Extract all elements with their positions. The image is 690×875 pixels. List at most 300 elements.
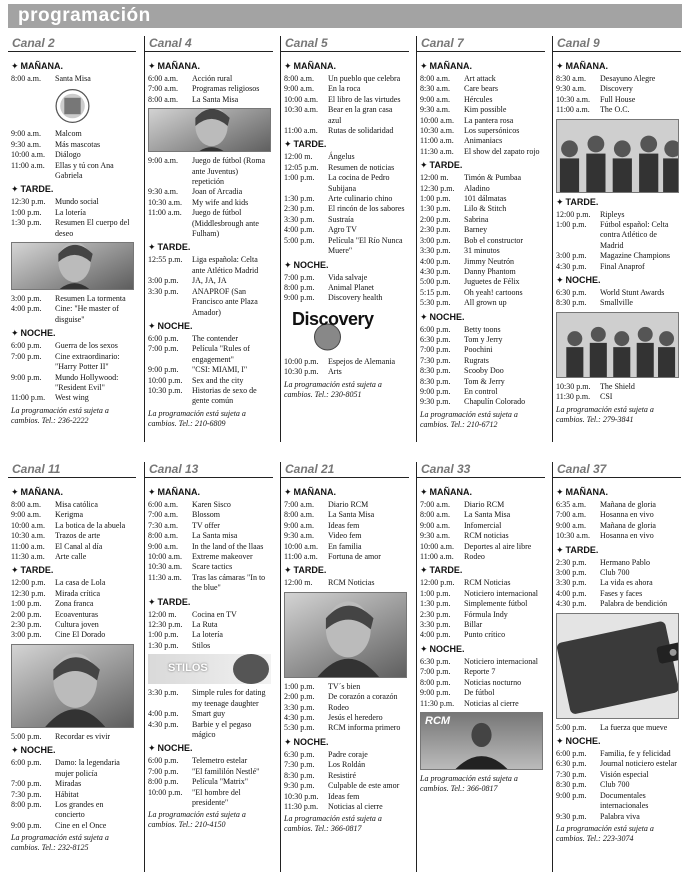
program-row (420, 95, 543, 105)
section-label: TARDE. (429, 160, 463, 171)
program-row (420, 599, 543, 609)
program-time: 11:00 a.m. (11, 160, 45, 170)
program-row (284, 357, 407, 367)
program-row (148, 709, 271, 719)
program-time: 10:30 a.m. (556, 94, 590, 104)
program-title: Cultura joven (55, 620, 99, 630)
section-heading (284, 487, 407, 498)
program-title: Cine: "He master of disguise" (55, 304, 119, 324)
program-title: Padre coraje (328, 749, 368, 759)
section-label: MAÑANA. (293, 487, 337, 497)
program-time: 11:30 a.m. (148, 572, 182, 582)
program-title: Extreme makeover (192, 552, 253, 562)
program-title: La Santa misa (192, 531, 238, 541)
program-row (284, 552, 407, 562)
program-title: In the land of the llaas (192, 541, 264, 551)
program-row (11, 74, 134, 84)
program-time: 9:30 a.m. (284, 531, 314, 541)
program-time: 1:00 p.m. (284, 681, 315, 691)
program-row (556, 791, 679, 812)
section-heading (148, 487, 271, 498)
program-row (284, 367, 407, 377)
program-row (420, 184, 543, 194)
program-title: La botica de la abuela (55, 520, 126, 530)
section-label: TARDE. (565, 196, 599, 207)
program-title: Lilo & Stitch (464, 204, 507, 214)
program-title: El libro de las virtudes (328, 94, 401, 104)
program-row (420, 521, 543, 531)
program-title: Care bears (464, 84, 498, 94)
program-title: The O.C. (600, 105, 630, 115)
schedule-note: La programación está sujeta a cambios. Tel.: 223-3074 (556, 823, 654, 843)
program-time: 6:00 p.m. (11, 758, 42, 768)
program-title: Simplemente fútbol (464, 599, 528, 609)
star-icon: ✦ (148, 242, 156, 253)
section-heading (284, 61, 407, 72)
section-heading (284, 565, 407, 576)
program-row (420, 325, 543, 335)
program-row (420, 610, 543, 620)
program-title: The Shield (600, 381, 635, 391)
program-title: La vida es ahora (600, 578, 653, 588)
program-row (11, 779, 134, 789)
program-row (148, 788, 271, 809)
program-title: World Stunt Awards (600, 288, 665, 298)
channel-column (8, 36, 136, 442)
program-time: 7:00 p.m. (148, 766, 179, 776)
program-time: 2:00 p.m. (420, 214, 451, 224)
program-time: 1:00 p.m. (148, 630, 179, 640)
program-row (11, 129, 134, 139)
program-time: 6:30 p.m. (420, 656, 451, 666)
program-row (556, 74, 679, 84)
program-time: 11:30 p.m. (284, 801, 319, 811)
program-time: 8:30 a.m. (556, 74, 586, 83)
program-row (556, 770, 679, 780)
program-time: 8:30 p.m. (284, 770, 315, 780)
section-label: NOCHE. (20, 745, 56, 756)
program-row (420, 345, 543, 355)
program-title: Miradas (55, 779, 82, 789)
program-row (11, 630, 134, 640)
program-title: Diario RCM (464, 500, 505, 509)
section-label: NOCHE. (565, 736, 601, 747)
program-title: Noticiero internacional (464, 656, 538, 666)
program-time: 9:00 p.m. (11, 372, 42, 382)
program-row (11, 599, 134, 609)
program-title: RCM Noticias (464, 578, 511, 588)
star-icon: ✦ (11, 487, 19, 497)
schedule-note: La programación está sujeta a cambios. Tel.: 279-3841 (556, 404, 654, 424)
program-time: 11:00 a.m. (148, 208, 182, 218)
program-title: Programas religiosos (192, 84, 260, 94)
channel-name: Canal 9 (557, 36, 600, 50)
program-title: Sustraía (328, 214, 354, 224)
program-time: 3:30 p.m. (420, 620, 451, 630)
program-time: 10:00 a.m. (11, 150, 45, 160)
channel-rule (553, 477, 681, 478)
program-time: 11:00 a.m. (11, 541, 45, 551)
program-title: Resumen El cuerpo del deseo (55, 218, 130, 238)
section-label: NOCHE. (293, 736, 329, 747)
star-icon: ✦ (420, 487, 428, 497)
star-icon: ✦ (556, 196, 564, 207)
program-time: 8:00 a.m. (11, 74, 41, 83)
program-title: Stilos (192, 640, 211, 650)
program-title: Arts (328, 367, 342, 377)
channel-schedule (148, 484, 271, 872)
program-row (148, 767, 271, 777)
section-heading (420, 160, 543, 171)
program-title: Diario RCM (328, 500, 369, 509)
program-title: Mañana de gloria (600, 500, 656, 509)
program-title: El rincón de los sabores (328, 204, 405, 214)
program-row (284, 173, 407, 194)
section-label: MAÑANA. (565, 487, 609, 497)
program-time: 1:00 p.m. (420, 194, 451, 204)
program-time: 3:00 p.m. (420, 235, 451, 245)
program-time: 7:30 p.m. (556, 769, 587, 779)
program-row (148, 610, 271, 620)
program-title: Fortuna de amor (328, 552, 381, 562)
portrait-photo (148, 108, 271, 152)
program-row (420, 500, 543, 510)
program-title: Ecoaventuras (55, 609, 99, 619)
program-title: Danny Phantom (464, 266, 516, 276)
program-row (284, 703, 407, 713)
program-time: 3:00 p.m. (11, 294, 42, 304)
program-title: Simple rules for dating my teenage daughter (192, 688, 266, 708)
program-time: 8:30 p.m. (556, 298, 587, 308)
program-time: 9:00 a.m. (148, 541, 178, 551)
portrait-photo (11, 644, 134, 728)
program-time: 10:30 a.m. (11, 531, 45, 541)
schedule-note: La programación está sujeta a cambios. Tel.: 210-4150 (148, 810, 246, 830)
channel-name: Canal 5 (285, 36, 328, 50)
program-title: Cine en el Once (55, 820, 107, 830)
program-title: Aladino (464, 183, 490, 193)
star-icon: ✦ (420, 643, 428, 654)
program-title: Hosanna en vivo (600, 531, 654, 541)
program-row (556, 220, 679, 251)
program-title: Betty toons (464, 324, 501, 334)
program-row (11, 589, 134, 599)
program-time: 12:00 p.m. (420, 578, 455, 588)
program-row (284, 682, 407, 692)
program-row (420, 667, 543, 677)
program-row (148, 255, 271, 276)
program-row (420, 236, 543, 246)
section-label: MAÑANA. (429, 61, 473, 71)
program-time: 1:30 p.m. (420, 599, 451, 609)
program-time: 9:30 a.m. (148, 187, 178, 197)
program-row (284, 542, 407, 552)
program-row (284, 802, 407, 812)
channel-schedule (148, 58, 271, 442)
program-title: Poochini (464, 345, 493, 355)
program-time: 5:00 p.m. (284, 235, 315, 245)
program-title: The contender (192, 333, 238, 343)
channel-column (144, 36, 273, 442)
star-icon: ✦ (556, 61, 564, 71)
program-row (148, 562, 271, 572)
program-title: Mirada crítica (55, 588, 101, 598)
program-time: 10:30 a.m. (148, 562, 182, 572)
program-title: Timón & Pumbaa (464, 173, 522, 183)
program-time: 12:00 m. (148, 609, 177, 619)
program-row (420, 116, 543, 126)
program-title: Mañana de gloria (600, 520, 656, 530)
program-row (420, 147, 543, 157)
program-title: Fases y faces (600, 588, 643, 598)
program-row (11, 208, 134, 218)
section-heading (556, 61, 679, 72)
program-row (148, 641, 271, 651)
program-title: Bear en la gran casa azul (328, 105, 393, 125)
section-label: NOCHE. (429, 643, 465, 654)
program-title: Jesús el heredero (328, 713, 383, 723)
star-icon: ✦ (420, 311, 428, 322)
program-row (11, 510, 134, 520)
program-title: Los supersónicos (464, 126, 520, 136)
program-row (556, 510, 679, 520)
channel-rule (417, 477, 545, 478)
program-title: Hosanna en vivo (600, 510, 654, 520)
program-title: La cocina de Pedro Subijana (328, 173, 390, 193)
section-label: TARDE. (565, 544, 599, 555)
program-time: 10:30 a.m. (420, 126, 454, 136)
program-title: Resumen La tormenta (55, 294, 126, 304)
section-label: NOCHE. (565, 275, 601, 286)
program-title: My wife and kids (192, 197, 249, 207)
program-title: Culpable de este amor (328, 781, 400, 791)
program-row (11, 373, 134, 394)
program-time: 5:15 p.m. (420, 287, 451, 297)
program-row (420, 397, 543, 407)
host-photo (11, 87, 134, 125)
program-title: Barney (464, 225, 488, 235)
program-title: Fútbol español: Celta contra Atlético de Madrid (600, 220, 669, 250)
section-heading (148, 61, 271, 72)
program-time: 6:00 p.m. (556, 749, 587, 759)
program-title: La pantera rosa (464, 115, 514, 125)
program-time: 3:30 p.m. (284, 702, 315, 712)
program-time: 9:00 p.m. (420, 386, 451, 396)
notebook-photo (556, 613, 679, 719)
program-title: Journal noticiero estelar (600, 759, 677, 769)
schedule-note: La programación está sujeta a cambios. Tel.: 210-6809 (148, 408, 246, 428)
schedule-row-bottom (8, 462, 682, 872)
star-icon: ✦ (11, 565, 19, 576)
channel-rule (145, 51, 273, 52)
program-row (148, 276, 271, 286)
discovery-logo (284, 307, 407, 353)
program-time: 6:30 p.m. (556, 288, 587, 298)
program-time: 10:00 p.m. (148, 787, 183, 797)
section-label: TARDE. (157, 596, 191, 607)
program-time: 12:30 p.m. (11, 588, 46, 598)
program-row (148, 521, 271, 531)
program-time: 11:00 a.m. (556, 105, 590, 115)
channel-schedule (284, 484, 407, 872)
program-time: 11:00 a.m. (284, 126, 318, 136)
channel-name: Canal 21 (285, 462, 335, 476)
program-row (420, 688, 543, 698)
star-icon: ✦ (284, 139, 292, 150)
program-row (284, 521, 407, 531)
program-row (420, 356, 543, 366)
program-time: 8:00 p.m. (11, 799, 42, 809)
program-row (556, 558, 679, 568)
discovery-logo-text: Discovery (292, 308, 374, 329)
program-time: 12:00 m. (284, 578, 313, 588)
program-title: Mundo social (55, 197, 99, 207)
program-time: 2:30 p.m. (420, 225, 451, 235)
program-row (11, 218, 134, 239)
program-time: 10:00 a.m. (420, 115, 454, 125)
program-time: 2:00 p.m. (284, 692, 315, 702)
channel-name: Canal 4 (149, 36, 192, 50)
program-title: La Ruta (192, 620, 218, 630)
program-row (420, 699, 543, 709)
program-title: De fútbol (464, 688, 495, 698)
program-time: 4:00 p.m. (420, 256, 451, 266)
program-title: La Santa Misa (464, 510, 511, 520)
channel-name: Canal 11 (12, 462, 61, 476)
program-title: Ellas y tú con Ana Gabriela (55, 160, 114, 181)
program-time: 3:30 p.m. (556, 578, 587, 588)
program-row (284, 723, 407, 733)
program-title: RCM informa primero (328, 723, 401, 733)
program-time: 12:00 m. (420, 173, 449, 183)
program-time: 1:30 p.m. (420, 204, 451, 214)
program-row (148, 552, 271, 562)
program-title: Club 700 (600, 780, 630, 790)
program-time: 1:00 p.m. (420, 588, 451, 598)
program-time: 12:55 p.m. (148, 255, 183, 265)
program-time: 8:00 a.m. (420, 510, 450, 520)
section-heading (420, 644, 543, 655)
program-row (284, 95, 407, 105)
program-title: Palabra viva (600, 811, 640, 821)
program-title: Rodeo (464, 552, 485, 562)
program-row (556, 262, 679, 272)
program-time: 8:00 p.m. (148, 777, 179, 787)
program-time: 9:30 p.m. (284, 781, 315, 791)
program-title: Sabrina (464, 214, 489, 224)
program-row (556, 812, 679, 822)
channel-rule (281, 51, 409, 52)
program-row (284, 781, 407, 791)
program-time: 5:00 p.m. (11, 731, 42, 741)
program-time: 6:00 p.m. (11, 341, 42, 351)
program-title: Punto crítico (464, 630, 506, 640)
program-row (284, 194, 407, 204)
program-time: 10:30 a.m. (556, 531, 590, 541)
portrait-photo (11, 242, 134, 290)
program-title: Desayuno Alegre (600, 74, 656, 83)
program-title: La casa de Lola (55, 578, 106, 588)
program-title: En la roca (328, 84, 361, 94)
program-title: Palabra de bendición (600, 599, 668, 609)
program-title: Juego de fútbol (Middlesbrough ante Fulham) (192, 208, 259, 239)
program-time: 3:30 p.m. (148, 688, 179, 698)
program-time: 4:00 p.m. (556, 588, 587, 598)
program-time: 7:30 p.m. (420, 355, 451, 365)
channel-column (552, 36, 681, 442)
star-icon: ✦ (284, 259, 292, 270)
program-title: ANAPROF (San Francisco ante Plaza Amador) (192, 286, 258, 317)
channel-schedule (11, 58, 134, 442)
section-label: MAÑANA. (293, 61, 337, 71)
program-time: 8:00 a.m. (420, 74, 450, 83)
program-time: 3:00 p.m. (556, 251, 587, 261)
program-row (556, 105, 679, 115)
program-time: 7:30 p.m. (284, 760, 315, 770)
program-row (556, 210, 679, 220)
program-time: 8:00 a.m. (148, 94, 178, 104)
anchor-photo (420, 712, 543, 770)
program-title: All grown up (464, 298, 507, 308)
section-label: MAÑANA. (20, 61, 64, 71)
program-time: 4:30 p.m. (148, 719, 179, 729)
program-title: Ideas fem (328, 520, 360, 530)
program-time: 8:00 a.m. (284, 74, 314, 83)
program-row (11, 790, 134, 800)
program-row (420, 630, 543, 640)
program-time: 8:00 p.m. (420, 677, 451, 687)
stilos-logo-text: STILOS (168, 662, 208, 675)
channel-name: Canal 37 (557, 462, 607, 476)
channel-schedule (556, 58, 679, 442)
program-title: Smallville (600, 298, 633, 308)
program-row (148, 74, 271, 84)
program-title: Discovery health (328, 293, 383, 303)
program-title: Juguetes de Félix (464, 277, 520, 287)
section-label: TARDE. (293, 565, 327, 576)
program-row (284, 273, 407, 283)
schedule-note: La programación está sujeta a cambios. Tel.: 366-0817 (284, 814, 382, 834)
program-time: 6:35 a.m. (556, 500, 586, 509)
program-title: Agro TV (328, 225, 357, 235)
program-row (556, 521, 679, 531)
program-time: 4:00 p.m. (11, 304, 42, 314)
channel-column (416, 462, 545, 872)
program-time: 9:30 a.m. (420, 105, 450, 115)
program-time: 6:30 p.m. (556, 759, 587, 769)
program-title: De corazón a corazón (328, 692, 398, 702)
program-time: 11:30 a.m. (11, 552, 45, 562)
program-time: 8:30 p.m. (420, 376, 451, 386)
program-time: 6:00 p.m. (148, 333, 179, 343)
section-label: MAÑANA. (565, 61, 609, 71)
program-row (148, 208, 271, 239)
program-row (148, 156, 271, 187)
program-title: Oh yeah! cartoons (464, 287, 523, 297)
program-title: Cine extraordinario: "Harry Potter II" (55, 351, 120, 372)
program-title: Recordar es vivir (55, 731, 111, 741)
star-icon: ✦ (148, 596, 156, 607)
program-time: 9:30 a.m. (11, 139, 41, 149)
section-label: MAÑANA. (20, 487, 64, 497)
section-heading (148, 597, 271, 608)
channel-column (144, 462, 273, 872)
program-time: 9:00 p.m. (11, 820, 42, 830)
program-row (148, 542, 271, 552)
program-title: Santa Misa (55, 74, 91, 83)
schedule-note: La programación está sujeta a cambios. Tel.: 232-8125 (11, 833, 109, 853)
program-title: Damo: la legendaria mujer policía (55, 758, 120, 778)
